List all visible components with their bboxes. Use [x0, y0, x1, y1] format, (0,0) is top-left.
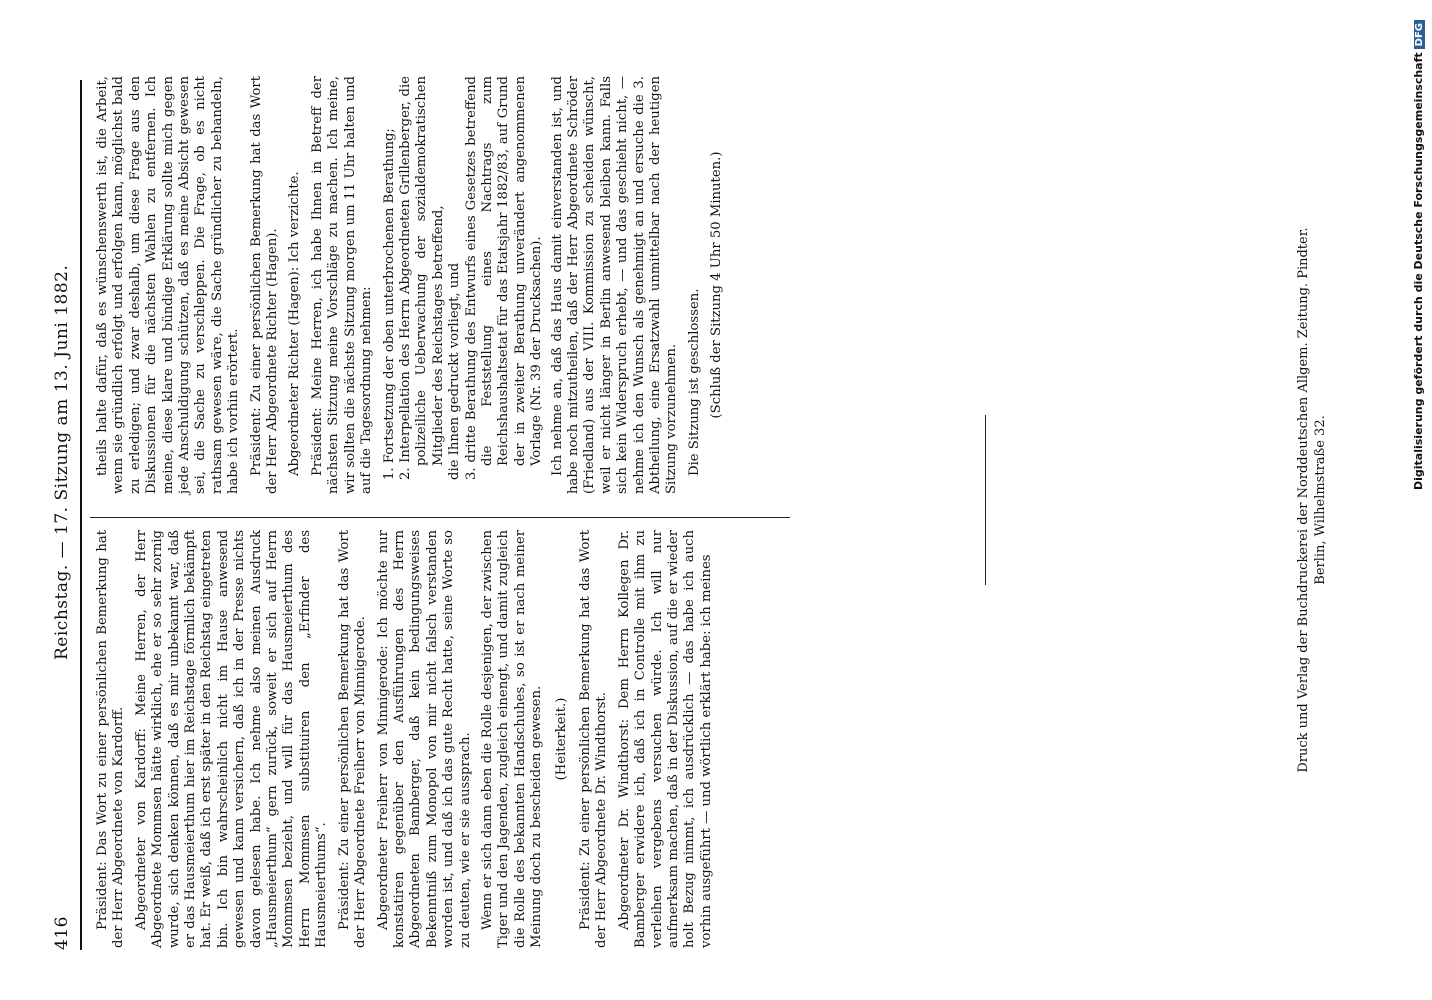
paragraph: Abgeordneter Richter (Hagen): Ich verzichte. [287, 171, 303, 476]
digitization-note [1412, 20, 1425, 980]
list-item: 1. Fortsetzung der oben unterbrochenen Berathung; [381, 128, 397, 480]
page-number: 416 [52, 916, 72, 950]
paragraph: Präsident: Meine Herren, ich habe Ihnen in Betreff der nächsten Sitzung meine Vorschläge zu machen. Ich meine, wir sollten die nächste Sitzung morgen um 11 Uhr halten und auf die Tagesordnung nehmen: [309, 76, 375, 494]
right-column [95, 76, 732, 494]
column-divider [90, 517, 790, 518]
page-title: Reichstag. — 17. Sitzung am 13. Juni 1882. [52, 264, 72, 660]
paragraph: Präsident: Zu einer persönlichen Bemerkung hat das Wort der Herr Abgeordnete Richter (Hagen). [248, 76, 281, 494]
imprint-line: Druck und Verlag der Buchdruckerei der Norddeutschen Allgem. Zeitung. Pindter. [1296, 227, 1311, 773]
dfg-logo: DFG [1414, 20, 1425, 49]
interjection: (Heiterkeit.) [553, 697, 569, 781]
list-item: die Ihnen gedruckt vorliegt, und [447, 262, 463, 480]
agenda-list [381, 76, 546, 480]
imprint [1295, 120, 1329, 880]
left-column [95, 530, 721, 948]
session-end-note: (Schluß der Sitzung 4 Uhr 50 Minuten.) [709, 151, 725, 419]
list-item: 3. dritte Berathung des Entwurfs eines Gesetzes betreffend die Feststellung eines Nachtrags zum Reichshaushaltsetat für das Etatsjahr 1882/83, auf Grund der in zweiter Berathung unverändert angenommenen Vorlage (Nr. 39 der Drucksachen). [463, 76, 545, 480]
paragraph: Abgeordneter von Kardorff: Meine Herren, der Herr Abgeordnete Mommsen hätte wirklich, ehe er so sehr zornig wurde, sich denken können, daß es mir unbekannt war, daß er das Hausmeierthum hier im Reichstage förmlich bekämpft hat. Er weiß, daß ich erst später in den Reichstag eingetreten bin. Ich bin wahrscheinlich nicht im Hause anwesend gewesen und kann versichern, daß ich in der Presse nichts davon gelesen habe. Ich nehme also meinen Ausdruck „Hausmeierthum“ gern zurück, soweit er sich auf Herrn Mommsen bezieht, und will für das Hausmeierthum des Herrn Mommsen substituiren den „Erfinder des Hausmeierthums“. [133, 530, 330, 948]
imprint-line: Berlin, Wilhelmstraße 32. [1313, 415, 1328, 585]
paragraph: Präsident: Zu einer persönlichen Bemerkung hat das Wort der Herr Abgeordnete Freiherr von Minnigerode. [336, 530, 369, 948]
list-item: 2. Interpellation des Herrn Abgeordneten Grillenberger, die polizeiliche Ueberwachung der sozialdemokratischen Mitglieder des Reichstages betreffend, [397, 76, 446, 480]
header-rule [80, 80, 82, 950]
paragraph: Die Sitzung ist geschlossen. [686, 288, 702, 476]
paragraph: Präsident: Das Wort zu einer persönlichen Bemerkung hat der Herr Abgeordnete von Kardorff. [95, 530, 127, 948]
paragraph: Wenn er sich dann eben die Rolle desjenigen, der zwischen Tiger und den Jagenden, zugleich einengt, und damit zugleich die Rolle des bekannten Handschuhes, so ist er nach meiner Meinung doch zu bescheiden gewesen. [479, 530, 545, 948]
section-rule [985, 415, 986, 585]
paragraph: Abgeordneter Dr. Windthorst: Dem Herrn Kollegen Dr. Bamberger erwidere ich, daß ich in Controlle mit ihm zu verleihen vergebens versuchen würde. Ich will nur aufmerksam machen, daß in der Diskussion, auf die er wieder holt Bezug nimmt, ich ausdrücklich — das habe ich auch vorhin ausgeführt — und wörtlich erklärt habe: ich meines [616, 530, 714, 948]
paragraph: Abgeordneter Freiherr von Minnigerode: Ich möchte nur konstatiren gegenüber den Ausführungen des Herrn Abgeordneten Bamberger, daß kein bedingungsweises Bekenntniß zum Monopol von mir nicht falsch verstanden worden ist, und daß ich das gute Recht hatte, seine Worte so zu deuten, wie er sie aussprach. [375, 530, 473, 948]
paragraph: Präsident: Zu einer persönlichen Bemerkung hat das Wort der Herr Abgeordnete Dr. Windthorst. [577, 530, 610, 948]
paragraph: Ich nehme an, daß das Haus damit einverstanden ist, und habe noch mitzutheilen, daß der Herr Abgeordnete Schröder (Friedland) aus der VIII. Kommission zu scheiden wünscht, weil er nicht länger in Berlin anwesend bleiben kann. Falls sich kein Widerspruch erhebt, — und das geschieht nicht, — nehme ich den Wunsch als genehmigt an und ersuche die 3. Abtheilung, eine Ersatzwahl unmittelbar nach der heutigen Sitzung vorzunehmen. [549, 76, 680, 494]
digitization-text: Digitalisierung gefördert durch die Deutsche Forschungsgemeinschaft [1412, 52, 1425, 491]
paragraph: theils halte dafür, daß es wünschenswerth ist, die Arbeit, wenn sie gründlich erfolgt und erfolgen kann, möglichst bald zu erledigen; und zwar deshalb, um diese Frage aus den Diskussionen für die nächsten Wahlen zu entfernen. Ich meine, diese klare und bündige Erklärung sollte mich gegen jede Anschuldigung schützen, daß es meine Absicht gewesen sei, die Sache zu verschleppen. Die Frage, ob es nicht rathsam gewesen wäre, die Sache gründlicher zu behandeln, habe ich vorhin erörtert. [95, 76, 242, 494]
